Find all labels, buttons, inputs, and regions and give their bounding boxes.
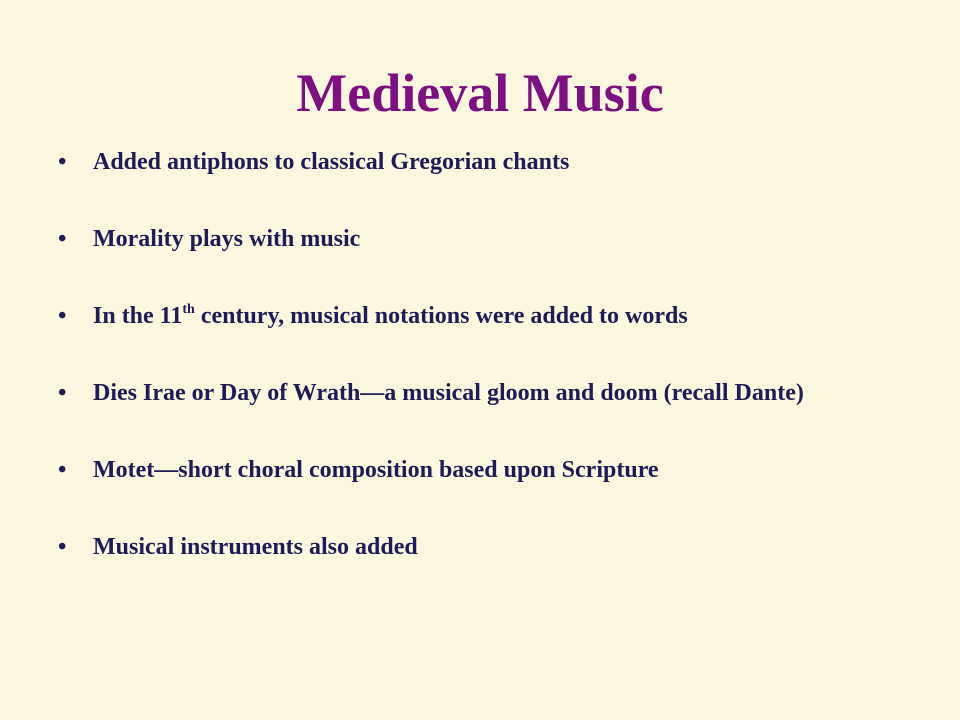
bullet-text <box>93 303 688 329</box>
bullet-text: Morality plays with music <box>93 226 361 252</box>
bullet-text-before: In the 11 <box>93 303 183 329</box>
bullet-item <box>52 453 912 487</box>
bullet-list <box>52 140 912 564</box>
bullet-item <box>52 299 912 333</box>
bullet-icon: • <box>58 457 67 483</box>
bullet-text-after: century, musical notations were added to words <box>194 303 688 329</box>
bullet-icon: • <box>58 534 67 560</box>
bullet-item <box>52 145 912 179</box>
bullet-icon: • <box>58 303 67 329</box>
bullet-text: Musical instruments also added <box>93 534 418 560</box>
bullet-text: Motet—short choral composition based upon Scripture <box>93 457 659 483</box>
bullet-text: Added antiphons to classical Gregorian chants <box>93 149 570 175</box>
bullet-item <box>52 222 912 256</box>
ordinal-suffix: th <box>182 302 195 317</box>
bullet-icon: • <box>58 380 67 406</box>
bullet-icon: • <box>58 226 67 252</box>
bullet-icon: • <box>58 149 67 175</box>
slide-title: Medieval Music <box>296 63 664 123</box>
bullet-item <box>52 376 912 410</box>
bullet-text: Dies Irae or Day of Wrath—a musical gloom and doom (recall Dante) <box>93 380 804 406</box>
bullet-item <box>52 530 912 564</box>
